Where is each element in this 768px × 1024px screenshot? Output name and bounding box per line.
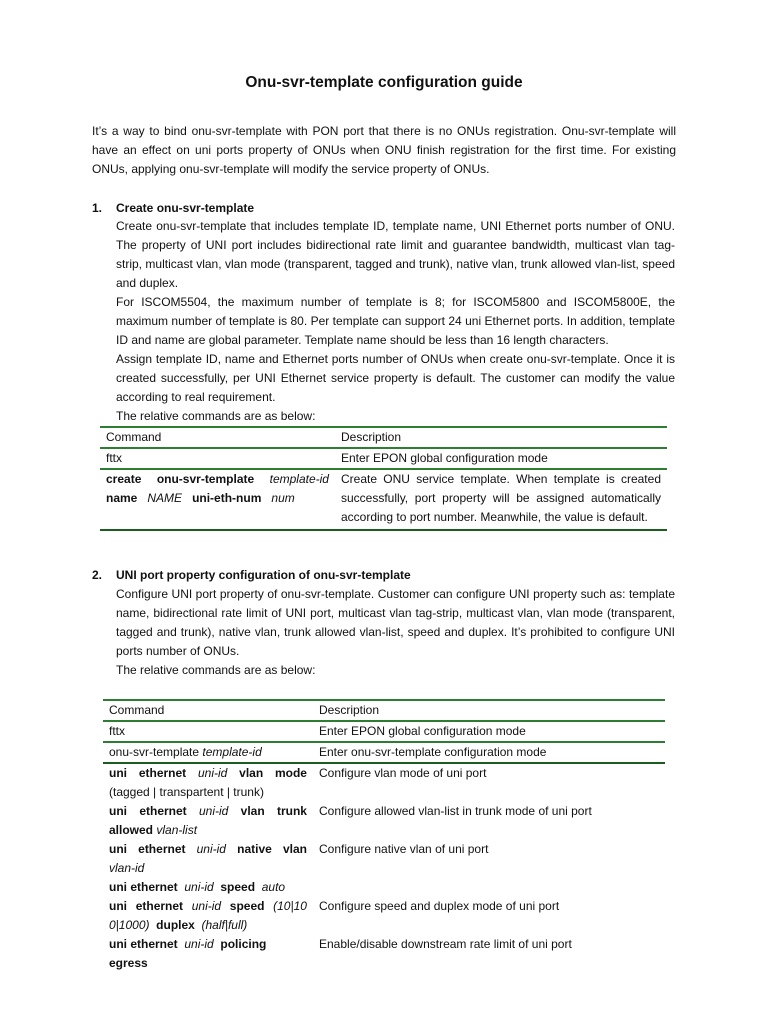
command-line <box>109 802 307 821</box>
section-2-title: UNI port property configuration of onu-svr-template <box>116 568 411 582</box>
cmd-param: uni-id <box>184 880 214 894</box>
description-cell: Configure native vlan of uni port <box>319 842 489 856</box>
cmd-token: mode <box>274 766 307 780</box>
table-row <box>103 897 665 935</box>
command-cell <box>103 878 313 897</box>
cmd-param: auto <box>261 880 286 894</box>
table-row <box>100 448 667 469</box>
description-cell: Create ONU service template. When template is created successfully, port property will be assigned automatically according to port number. Meanwhile, the value is default. <box>341 472 661 524</box>
table-header-command: Command <box>106 430 162 444</box>
description-cell <box>313 878 665 897</box>
command-cell <box>103 897 313 935</box>
command-line <box>109 821 307 840</box>
cmd-param: (10|10 <box>273 899 307 913</box>
table-row <box>103 742 665 763</box>
cmd-token: uni <box>109 842 127 856</box>
section-1-title: Create onu-svr-template <box>116 201 255 215</box>
table-header-row <box>103 700 665 721</box>
section-1-paragraph-1: Create onu-svr-template that includes template ID, template name, UNI Ethernet ports number of ONU. The property of UNI port includes bidirectional rate limit and guarantee bandwidth, multicast vlan tag-strip, multicast vlan, vlan mode (transparent, tagged and trunk), native vlan, trunk allowed vlan-list, speed and duplex. <box>116 219 675 290</box>
cmd-token: ethernet <box>138 842 186 856</box>
table-header-command: Command <box>109 703 165 717</box>
command-line <box>109 897 307 916</box>
cmd-token: uni <box>109 899 127 913</box>
cmd-param: num <box>271 491 295 505</box>
cmd-param: 0|1000) <box>109 918 150 932</box>
table-row <box>103 935 665 973</box>
section-1-number: 1. <box>92 201 103 215</box>
section-2-heading <box>92 568 411 582</box>
cmd-token: uni <box>109 804 127 818</box>
cmd-token: ethernet <box>135 899 184 913</box>
command-line <box>106 489 329 508</box>
command-cell <box>103 742 313 763</box>
section-1-paragraph-3: Assign template ID, name and Ethernet ports number of ONUs when create onu-svr-template. Once it is created successfully, per UNI Ethernet service property is default. The customer can modify the value according to real requirement. <box>116 352 675 404</box>
cmd-token: duplex <box>156 918 195 932</box>
command-cell <box>103 840 313 878</box>
cmd-token: speed <box>220 880 256 894</box>
command-line <box>109 764 307 783</box>
cmd-token: vlan <box>282 842 307 856</box>
cmd-token: uni <box>109 766 127 780</box>
table-header-row <box>100 427 667 448</box>
command-line <box>109 859 307 878</box>
cmd-token: policing egress <box>109 937 267 970</box>
cmd-param: uni-id <box>196 842 226 856</box>
cmd-token: ethernet <box>138 766 187 780</box>
cmd-param: template-id <box>202 745 262 759</box>
description-cell: Enter EPON global configuration mode <box>319 724 526 738</box>
command-line: (tagged | transpartent | trunk) <box>109 785 264 799</box>
command-line <box>106 470 329 489</box>
table-row <box>103 721 665 742</box>
description-cell: Configure allowed vlan-list in trunk mode of uni port <box>319 804 592 818</box>
cmd-param: vlan-id <box>109 861 145 875</box>
description-cell: Enter onu-svr-template configuration mode <box>319 745 547 759</box>
cmd-param: uni-id <box>197 766 228 780</box>
cmd-param: template-id <box>269 472 329 486</box>
command-cell <box>103 763 313 802</box>
section-2-number: 2. <box>92 568 103 582</box>
intro-paragraph: It’s a way to bind onu-svr-template with PON port that there is no ONUs registration. Onu-svr-template will have an effect on uni ports property of ONUs when ONU finish registration for the first time. For existing ONUs, applying onu-svr-template will modify the service property of ONUs. <box>92 124 676 176</box>
table-row <box>103 840 665 878</box>
cmd-token: name <box>106 491 138 505</box>
cmd-token: uni ethernet <box>109 937 178 951</box>
cmd-token: onu-svr-template <box>109 745 200 759</box>
cmd-token: create <box>106 472 142 486</box>
cmd-token: vlan <box>240 804 265 818</box>
page-title: Onu-svr-template configuration guide <box>245 74 523 91</box>
cmd-token: uni ethernet <box>109 880 178 894</box>
cmd-token: ethernet <box>139 804 187 818</box>
section-2-body <box>116 585 675 680</box>
command-cell: fttx <box>109 724 126 738</box>
cmd-param: uni-id <box>184 937 214 951</box>
cmd-param: (half|full) <box>201 918 248 932</box>
table-header-description: Description <box>319 703 380 717</box>
command-cell: fttx <box>106 451 123 465</box>
description-cell: Configure speed and duplex mode of uni port <box>319 899 560 913</box>
section-2-command-table <box>103 699 665 973</box>
table-row <box>100 469 667 530</box>
section-2-paragraph-2: The relative commands are as below: <box>116 663 316 677</box>
table-row <box>103 802 665 840</box>
section-1-paragraph-2: For ISCOM5504, the maximum number of template is 8; for ISCOM5800 and ISCOM5800E, the maximum number of template is 80. Per template can support 24 uni Ethernet ports. In addition, template ID and name are global parameter. Template name should be less than 16 length characters. <box>116 295 675 347</box>
section-1-paragraph-4: The relative commands are as below: <box>116 409 316 423</box>
cmd-token: trunk <box>276 804 307 818</box>
cmd-token: uni-eth-num <box>192 491 262 505</box>
section-1-body <box>116 217 675 426</box>
command-cell <box>100 469 335 530</box>
cmd-param: NAME <box>147 491 183 505</box>
command-cell <box>103 935 313 973</box>
command-line <box>109 840 307 859</box>
description-cell: Enter EPON global configuration mode <box>341 451 548 465</box>
table-header-description: Description <box>341 430 402 444</box>
section-1-heading <box>92 201 254 215</box>
cmd-token: onu-svr-template <box>156 472 255 486</box>
cmd-token: allowed <box>109 823 154 837</box>
command-cell <box>103 802 313 840</box>
cmd-token: speed <box>229 899 265 913</box>
section-1-command-table <box>100 426 667 531</box>
table-row <box>103 878 665 897</box>
cmd-param: uni-id <box>191 899 222 913</box>
cmd-token: vlan <box>239 766 264 780</box>
description-cell: Enable/disable downstream rate limit of uni port <box>319 937 572 951</box>
table-row <box>103 763 665 802</box>
cmd-param: vlan-list <box>156 823 198 837</box>
cmd-param: uni-id <box>198 804 229 818</box>
section-2-paragraph-1: Configure UNI port property of onu-svr-template. Customer can configure UNI property such as: template name, bidirectional rate limit of UNI port, multicast vlan tag-strip, multicast vlan, vlan mode (transparent, tagged and trunk), native vlan, trunk allowed vlan-list, speed and duplex. It’s prohibited to configure UNI ports number of ONUs. <box>116 587 675 658</box>
cmd-token: native <box>237 842 272 856</box>
command-line <box>109 916 307 935</box>
description-cell: Configure vlan mode of uni port <box>319 766 487 780</box>
